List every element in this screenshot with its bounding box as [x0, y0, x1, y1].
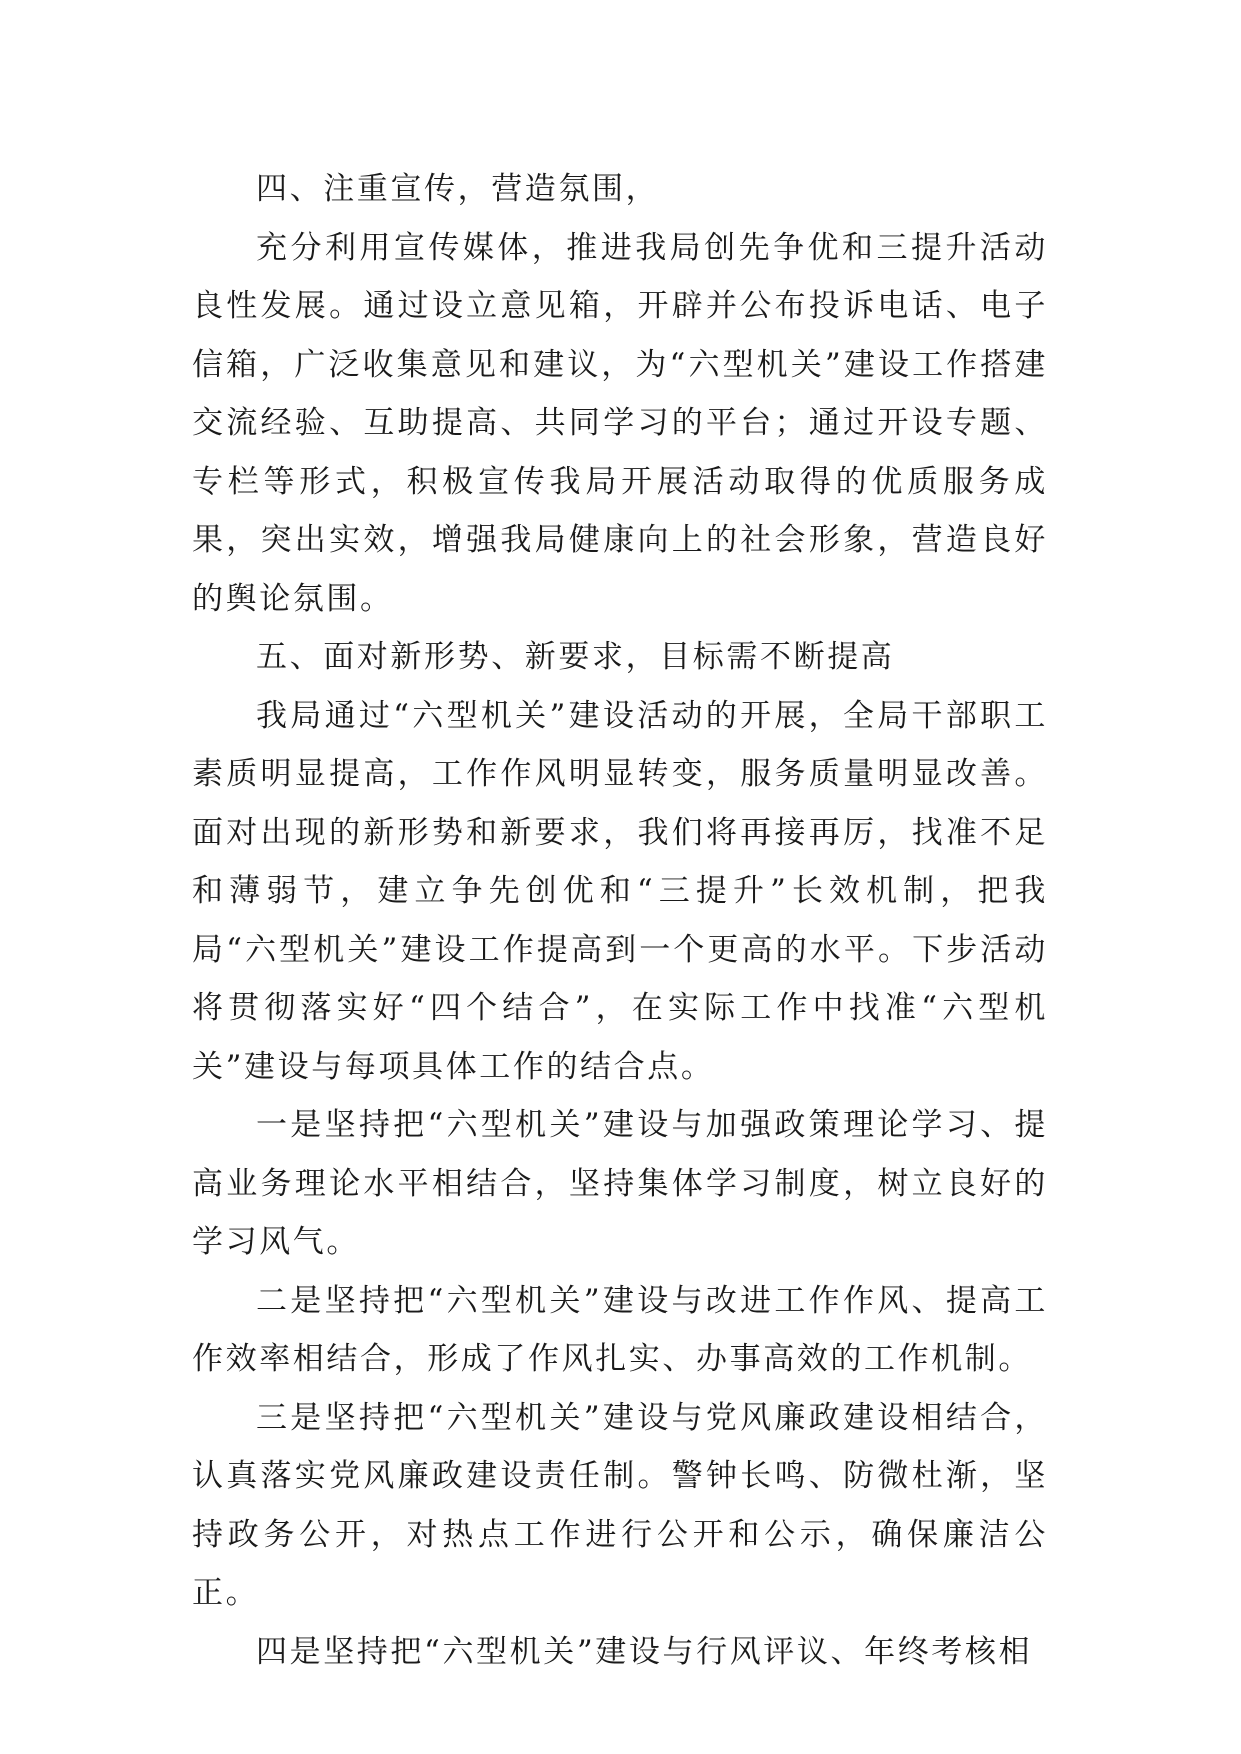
paragraph-point-four: 四是坚持把“六型机关”建设与行风评议、年终考核相 [256, 1633, 1033, 1670]
paragraph-point-three: 三是坚持把“六型机关”建设与党风廉政建设相结合，认真落实党风廉政建设责任制。警钟长鸣、防微杜渐，坚持政务公开，对热点工作进行公开和公示，确保廉洁公正。 [192, 1399, 1048, 1611]
section-heading-publicity: 四、注重宣传，营造氛围， [256, 171, 660, 207]
paragraph-point-one: 一是坚持把“六型机关”建设与加强政策理论学习、提高业务理论水平相结合，坚持集体学习制度，树立良好的学习风气。 [192, 1107, 1048, 1260]
paragraph-new-situation: 我局通过“六型机关”建设活动的开展，全局干部职工素质明显提高，工作作风明显转变，服务质量明显改善。面对出现的新形势和新要求，我们将再接再厉，找准不足和薄弱节，建立争先创优和“三提升”长效机制，把我局“六型机关”建设工作提高到一个更高的水平。下步活动将贯彻落实好“四个结合”，在实际工作中找准“六型机关”建设与每项具体工作的结合点。 [192, 697, 1048, 1085]
section-heading-new-situation: 五、面对新形势、新要求，目标需不断提高 [256, 639, 895, 675]
document-body [192, 160, 1048, 1681]
paragraph-publicity: 充分利用宣传媒体，推进我局创先争优和三提升活动良性发展。通过设立意见箱，开辟并公布投诉电话、电子信箱，广泛收集意见和建议，为“六型机关”建设工作搭建交流经验、互助提高、共同学习的平台；通过开设专题、专栏等形式，积极宣传我局开展活动取得的优质服务成果，突出实效，增强我局健康向上的社会形象，营造良好的舆论氛围。 [192, 229, 1048, 617]
paragraph-point-two: 二是坚持把“六型机关”建设与改进工作作风、提高工作效率相结合，形成了作风扎实、办事高效的工作机制。 [192, 1282, 1048, 1377]
